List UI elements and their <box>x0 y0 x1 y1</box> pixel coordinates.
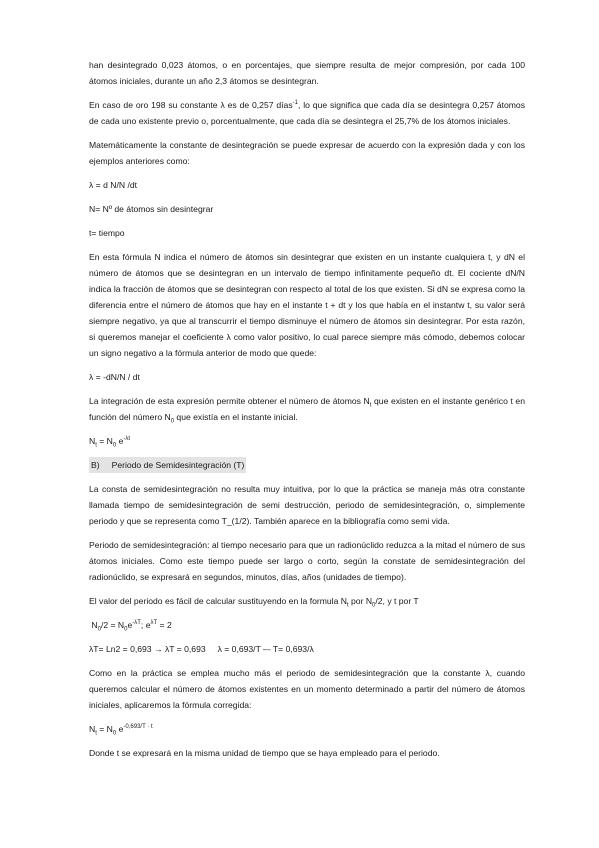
paragraph-integration <box>89 393 525 425</box>
text-run: por N <box>348 596 373 606</box>
subscript: 0 <box>97 626 101 633</box>
paragraph-9: Como en la práctica se emplea mucho más el periodo de semidesintegración que la constante λ, cuando queremos calcular el número de átomos existentes en un momento determinado a partir del número de átomos iniciales, aplicaremos la fórmula corregida: <box>89 668 525 710</box>
subscript: t <box>369 402 372 409</box>
text-run: /2, y t por T <box>375 596 419 606</box>
text-run: ; e <box>140 620 151 630</box>
text-run: e <box>116 724 124 734</box>
subscript: t <box>95 442 97 449</box>
text-run: e <box>127 620 133 630</box>
text-run: N <box>91 620 98 630</box>
formula-lambda-negative: λ = -dN/N / dt <box>89 372 140 382</box>
paragraph-3: Matemáticamente la constante de desintegración se puede expresar de acuerdo con la expresión dada y con los ejemplos anteriores como: <box>89 140 525 166</box>
section-heading-row <box>89 457 525 473</box>
text-run: N <box>89 436 96 446</box>
superscript: -λT <box>132 620 141 627</box>
subscript: 0 <box>112 730 117 737</box>
superscript: λT <box>150 620 158 627</box>
paragraph-8 <box>89 593 525 609</box>
text-run: La integración de esta expresión permite obtener el número de átomos N <box>89 396 370 406</box>
paragraph-4: En esta fórmula N indica el número de átomos sin desintegrar que existen en un instante cualquiera t, y dN el número de átomos que se desintegran en un intervalo de tiempo infinitamente pequeño dt. El cociente dN/N indica la fracción de átomos que se desintegran con respecto al total de los que existen. Si dN se expresa como la diferencia entre el número de átomos que hay en el instante t + dt y los que había en el instantw t, su valor será siempre negativo, ya que al transcurrir el tiempo disminuye el número de átomos sin desintegrar. Por esta razón, si queremos manejar el coeficiente λ como valor positivo, lo cual parece siempre más cómodo, debemos colocar un signo negativo a la fórmula anterior de modo que quede: <box>89 252 525 358</box>
subscript: 0 <box>170 418 175 425</box>
section-number: B) <box>91 460 100 470</box>
text-run: = N <box>96 436 113 446</box>
paragraph-6: La consta de semidesintegración no resulta muy intuitiva, por lo que la práctica se maneja más otra constante llamada tiempo de semidesintegración de semi destrucción, periodo de semidesintegración, o, simplemente periodo y que se representa como T_(1/2). También aparece en la bibliografía como semi vida. <box>89 484 525 526</box>
subscript: 0 <box>112 442 117 449</box>
section-heading <box>89 457 246 473</box>
text-run: = 2 <box>157 620 172 630</box>
formula-ln2: λT= Ln2 = 0,693 → λT = 0,693 λ = 0,693/T –- T= 0,693/λ <box>89 644 314 654</box>
text-run: e <box>116 436 124 446</box>
text-run: que existía en el instante inicial. <box>174 412 298 422</box>
text-run: , lo que significa que cada día se desintegra 0,257 átomos de cada uno existente previo o, porcentualmente, que cada día se desintegra el 25,7% de los átomos iniciales. <box>89 100 525 126</box>
formula-lambda: λ = d N/N /dt <box>89 180 137 190</box>
formula-decay <box>89 433 525 449</box>
paragraph-gold-198 <box>89 97 525 129</box>
text-run: que existen en el instante genérico t en función del número N <box>89 396 525 422</box>
formula-half <box>89 617 525 633</box>
paragraph-1: han desintegrado 0,023 átomos, o en porcentajes, que siempre resulta de mejor compresión, por cada 100 átomos iniciales, durante un año 2,3 átomos se desintegran. <box>89 60 525 86</box>
text-run: /2 = N <box>100 620 125 630</box>
text-run: = N <box>96 724 113 734</box>
paragraph-7: Periodo de semidesintegración: al tiempo necesario para que un radionúclido reduzca a la mitad el número de sus átomos iniciales. Como este tiempo puede ser largo o corto, según la constate de semidesintegración del radionúclido, se expresará en segundos, minutos, días, años (unidades de tiempo). <box>89 540 525 582</box>
formula-corrected <box>89 721 525 737</box>
document-body <box>89 57 525 769</box>
definition-t: t= tiempo <box>89 228 125 238</box>
superscript: -0,693/T · t <box>123 724 153 731</box>
text-run: El valor del periodo es fácil de calcular sustituyendo en la formula N <box>89 596 347 606</box>
subscript: t <box>95 730 97 737</box>
subscript: 0 <box>372 602 376 609</box>
definition-n: N= Nº de átomos sin desintegrar <box>89 204 214 214</box>
subscript: 0 <box>124 626 128 633</box>
superscript: -1 <box>292 100 298 107</box>
section-title: Periodo de Semidesintegración (T) <box>111 460 245 470</box>
text-run: N <box>89 724 96 734</box>
text-run: En caso de oro 198 su constante λ es de 0,257 días <box>89 100 293 110</box>
paragraph-10: Donde t se expresará en la misma unidad de tiempo que se haya empleado para el periodo. <box>89 748 440 758</box>
subscript: t <box>346 602 349 609</box>
superscript: -λt <box>123 436 131 443</box>
